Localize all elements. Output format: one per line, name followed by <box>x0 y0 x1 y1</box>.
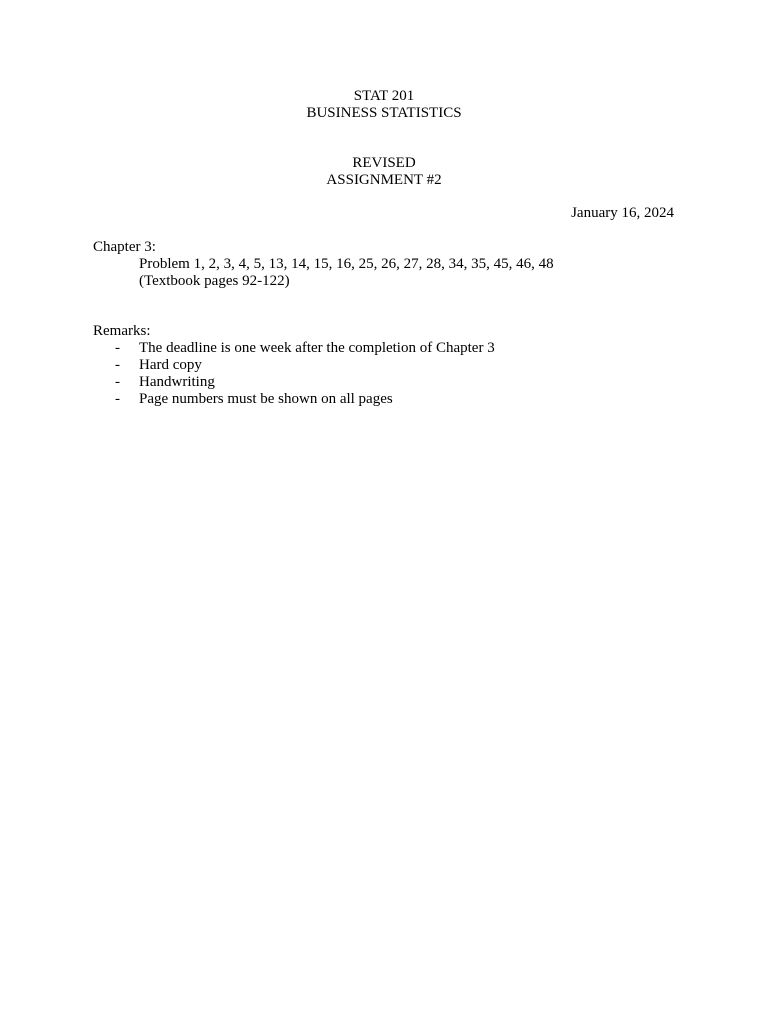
bullet-dash: - <box>115 391 120 407</box>
remark-item: Handwriting <box>139 374 215 390</box>
course-name: BUSINESS STATISTICS <box>306 105 462 121</box>
bullet-dash: - <box>115 357 120 373</box>
remark-item: Hard copy <box>139 357 202 373</box>
course-code: STAT 201 <box>353 88 415 104</box>
remarks-label: Remarks: <box>93 323 151 339</box>
textbook-pages: (Textbook pages 92-122) <box>139 273 290 289</box>
remark-item: Page numbers must be shown on all pages <box>139 391 393 407</box>
assignment-title: ASSIGNMENT #2 <box>326 172 442 188</box>
chapter-label: Chapter 3: <box>93 239 156 255</box>
bullet-dash: - <box>115 340 120 356</box>
remark-item: The deadline is one week after the completion of Chapter 3 <box>139 340 495 356</box>
chapter-problems: Problem 1, 2, 3, 4, 5, 13, 14, 15, 16, 25, 26, 27, 28, 34, 35, 45, 46, 48 <box>139 256 554 272</box>
revision-status: REVISED <box>352 155 416 171</box>
assignment-date: January 16, 2024 <box>571 205 674 221</box>
bullet-dash: - <box>115 374 120 390</box>
